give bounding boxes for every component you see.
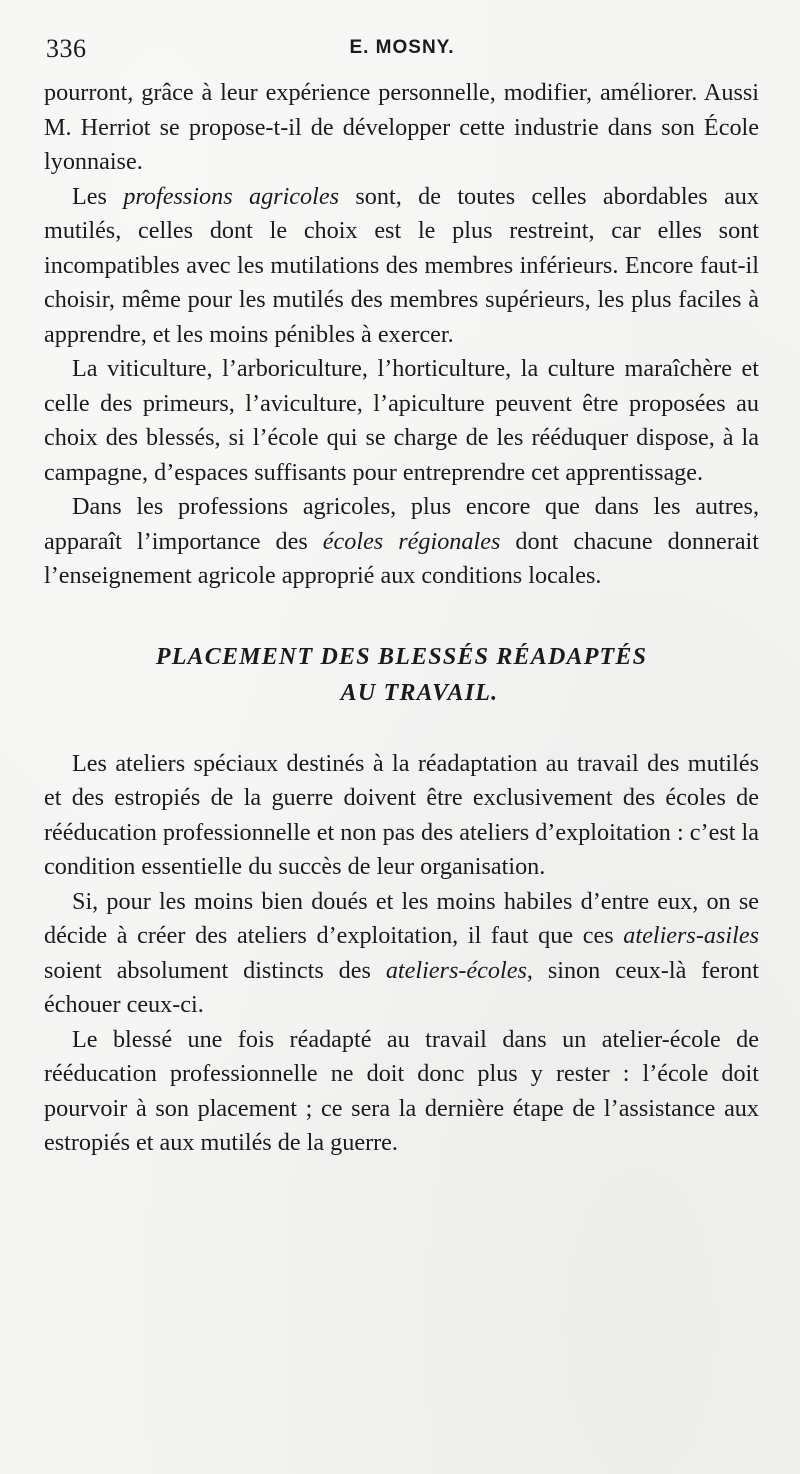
paragraph-text: , sinon ceux-là feront échouer ceux-ci. bbox=[44, 956, 759, 1018]
paragraph-text: Les bbox=[72, 182, 124, 210]
body-text bbox=[44, 76, 759, 1161]
paragraph-text: dont chacune donnerait l’enseignement agricole approprié aux conditions locales. bbox=[44, 527, 759, 589]
page-number: 336 bbox=[46, 34, 87, 63]
italic-term: écoles régionales bbox=[322, 527, 501, 555]
running-head bbox=[46, 34, 758, 64]
running-title: E. MOSNY. bbox=[349, 37, 455, 58]
paragraph-text: Dans les professions agricoles, plus encore que dans les autres, apparaît l’importance des bbox=[44, 493, 759, 555]
paragraph-text: Si, pour les moins bien doués et les moins habiles d’entre eux, on se décide à créer des ateliers d’exploitation, il faut que ces bbox=[44, 887, 759, 949]
paragraph-agricultural-professions bbox=[44, 180, 759, 353]
paragraph-text: sont, de toutes celles abordables aux mutilés, celles dont le choix est le plus restreint, car elles sont incompatibles avec les mutilations des membres inférieurs. Encore faut-il choisir, même pour les mutilés des membres supérieurs, les plus faciles à apprendre, et les moins pénibles à exercer. bbox=[44, 182, 759, 348]
paragraph-continuation: pourront, grâce à leur expérience personnelle, modifier, améliorer. Aussi M. Herriot se propose-t-il de développer cette industrie dans son École lyonnaise. bbox=[44, 79, 759, 175]
paragraph-asylum-workshops bbox=[44, 885, 759, 1023]
section-heading-line-2: AU TRAVAIL. bbox=[340, 679, 499, 706]
paragraph-special-workshops: Les ateliers spéciaux destinés à la réadaptation au travail des mutilés et des estropiés de la guerre doivent être exclusivement des écoles de rééducation professionnelle et non pas des ateliers d’exploitation : c’est la condition essentielle du succès de leur organisation. bbox=[44, 749, 759, 880]
italic-term: professions agricoles bbox=[123, 182, 340, 210]
paragraph-text: soient absolument distincts des bbox=[44, 956, 386, 984]
italic-term: ateliers-écoles bbox=[385, 956, 527, 984]
section-heading bbox=[44, 639, 759, 711]
paragraph-viticulture: La viticulture, l’arboriculture, l’horticulture, la culture maraîchère et celle des primeurs, l’aviculture, l’apiculture peuvent être proposées au choix des blessés, si l’école qui se charge de les rééduquer dispose, à la campagne, d’espaces suffisants pour entreprendre cet apprentissage. bbox=[44, 355, 759, 486]
section-heading-line-1: PLACEMENT DES BLESSÉS RÉADAPTÉS bbox=[155, 643, 648, 670]
italic-term: ateliers-asiles bbox=[623, 922, 759, 949]
paragraph-regional-schools bbox=[44, 490, 759, 594]
paragraph-placement: Le blessé une fois réadapté au travail dans un atelier-école de rééducation professionnelle ne doit donc plus y rester : l’école doit pourvoir à son placement ; ce sera la dernière étape de l’assistance aux estropiés et aux mutilés de la guerre. bbox=[44, 1025, 759, 1156]
